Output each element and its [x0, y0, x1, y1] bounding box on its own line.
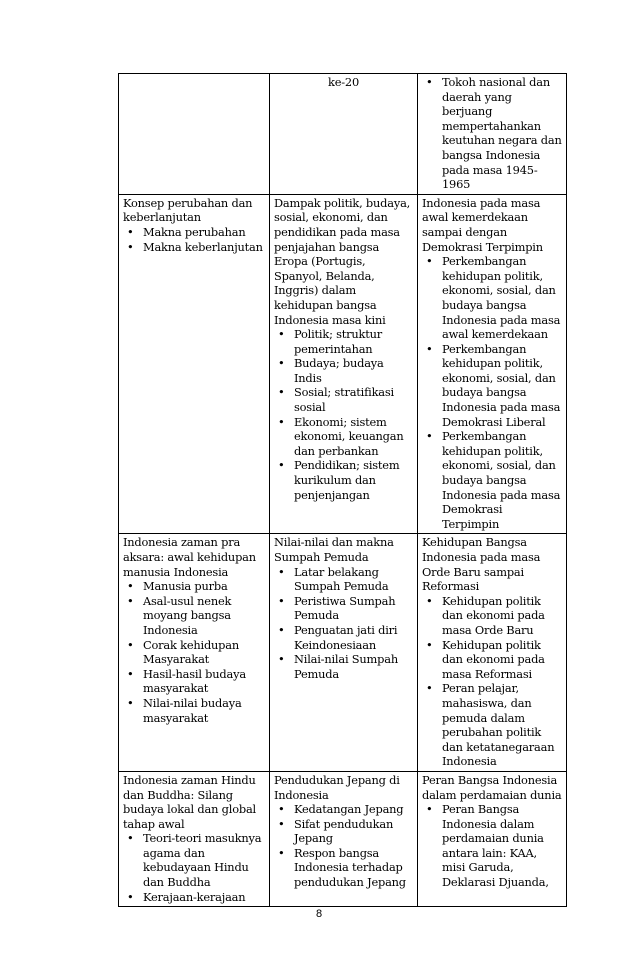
list-item: [274, 385, 413, 414]
bullet-icon: •: [278, 845, 285, 860]
list-item-text: Pendidikan; sistem kurikulum dan penjenjangan: [294, 458, 400, 502]
list-item: [274, 415, 413, 459]
list-item: [123, 579, 265, 594]
bullet-icon: •: [426, 593, 433, 608]
bullet-icon: •: [426, 254, 433, 269]
list-item: [274, 623, 413, 652]
cell-heading: Pendudukan Jepang di Indonesia: [274, 772, 400, 802]
table-cell: [418, 194, 567, 534]
list-item: [123, 240, 265, 255]
bullet-icon: •: [278, 652, 285, 667]
bullet-icon: •: [278, 356, 285, 371]
bullet-list: [422, 802, 562, 890]
bullet-list: [123, 831, 265, 904]
list-item: [422, 75, 562, 192]
cell-heading: Indonesia zaman Hindu dan Buddha: Silang budaya lokal dan global tahap awal: [123, 772, 256, 831]
list-item-text: Tokoh nasional dan daerah yang berjuang mempertahankan keutuhan negara dan bangsa Indonesia pada masa 1945-1965: [442, 75, 562, 192]
bullet-list: [422, 75, 562, 192]
bullet-icon: •: [426, 637, 433, 652]
list-item-text: Asal-usul nenek moyang bangsa Indonesia: [143, 593, 232, 637]
table-row: [119, 771, 567, 906]
bullet-list: [274, 565, 413, 682]
list-item: [123, 667, 265, 696]
list-item-text: Penguatan jati diri Keindonesiaan: [294, 622, 398, 652]
bullet-icon: •: [278, 802, 285, 817]
list-item: [422, 681, 562, 769]
list-item-text: Kehidupan politik dan ekonomi pada masa Orde Baru: [442, 593, 545, 637]
bullet-icon: •: [127, 666, 134, 681]
table-cell: [119, 194, 270, 534]
table-body: [119, 74, 567, 907]
bullet-icon: •: [278, 414, 285, 429]
bullet-icon: •: [278, 816, 285, 831]
bullet-icon: •: [426, 681, 433, 696]
table-cell: [270, 534, 418, 772]
table-cell: [119, 534, 270, 772]
table-row: [119, 74, 567, 195]
list-item-text: Ekonomi; sistem ekonomi, keuangan dan perbankan: [294, 414, 404, 458]
list-item: [123, 831, 265, 889]
list-item-text: Kehidupan politik dan ekonomi pada masa Reformasi: [442, 637, 545, 681]
bullet-icon: •: [426, 75, 433, 89]
list-item: [422, 429, 562, 531]
list-item: [123, 638, 265, 667]
list-item-text: Perkembangan kehidupan politik, ekonomi, sosial, dan budaya bangsa Indonesia pada masa awal kemerdekaan: [442, 254, 561, 342]
bullet-icon: •: [426, 429, 433, 444]
cell-heading: Nilai-nilai dan makna Sumpah Pemuda: [274, 535, 394, 564]
table-cell: [270, 771, 418, 906]
list-item-text: Makna keberlanjutan: [143, 239, 263, 254]
cell-heading: Konsep perubahan dan keberlanjutan: [123, 195, 253, 225]
bullet-icon: •: [127, 224, 134, 239]
bullet-icon: •: [278, 564, 285, 579]
list-item-text: Nilai-nilai budaya masyarakat: [143, 695, 242, 725]
list-item: [274, 458, 413, 502]
bullet-list: [422, 254, 562, 531]
bullet-icon: •: [127, 239, 134, 254]
bullet-icon: •: [426, 802, 433, 817]
list-item: [422, 342, 562, 430]
list-item: [422, 802, 562, 890]
bullet-list: [274, 327, 413, 502]
table-row: [119, 194, 567, 534]
bullet-icon: •: [127, 695, 134, 710]
bullet-icon: •: [127, 637, 134, 652]
bullet-list: [123, 225, 265, 254]
cell-heading: ke-20: [328, 75, 359, 89]
curriculum-table: [118, 73, 567, 907]
bullet-icon: •: [278, 593, 285, 608]
bullet-icon: •: [127, 579, 134, 594]
list-item-text: Manusia purba: [143, 579, 228, 594]
list-item-text: Latar belakang Sumpah Pemuda: [294, 564, 389, 594]
cell-heading: Dampak politik, budaya, sosial, ekonomi, dan pendidikan pada masa penjajahan bangsa Eropa (Portugis, Spanyol, Belanda, Inggris) dalam kehidupan bangsa Indonesia masa kini: [274, 195, 411, 327]
table-row: [119, 534, 567, 772]
bullet-list: [123, 579, 265, 725]
list-item: [274, 846, 413, 890]
bullet-icon: •: [278, 327, 285, 342]
list-item: [123, 890, 265, 905]
list-item: [422, 638, 562, 682]
list-item: [123, 594, 265, 638]
cell-heading: Peran Bangsa Indonesia dalam perdamaian dunia: [422, 772, 562, 802]
table-cell: [270, 74, 418, 195]
list-item-text: Perkembangan kehidupan politik, ekonomi, sosial, dan budaya bangsa Indonesia pada masa Demokrasi Terpimpin: [442, 429, 561, 531]
bullet-icon: •: [278, 458, 285, 473]
list-item: [274, 565, 413, 594]
list-item-text: Kedatangan Jepang: [294, 802, 404, 817]
list-item-text: Peran Bangsa Indonesia dalam perdamaian dunia antara lain: KAA, misi Garuda, Deklarasi Djuanda,: [442, 802, 549, 890]
list-item-text: Respon bangsa Indonesia terhadap pendudukan Jepang: [294, 845, 406, 890]
list-item-text: Nilai-nilai Sumpah Pemuda: [294, 652, 398, 681]
table-cell: [119, 74, 270, 195]
cell-heading: Kehidupan Bangsa Indonesia pada masa Orde Baru sampai Reformasi: [422, 535, 541, 594]
list-item: [422, 254, 562, 342]
list-item: [123, 696, 265, 725]
list-item-text: Sosial; stratifikasi sosial: [294, 385, 394, 415]
list-item: [274, 652, 413, 681]
list-item-text: Perkembangan kehidupan politik, ekonomi, sosial, dan budaya bangsa Indonesia pada masa Demokrasi Liberal: [442, 341, 561, 429]
table-cell: [119, 771, 270, 906]
list-item-text: Peristiwa Sumpah Pemuda: [294, 593, 396, 623]
bullet-icon: •: [278, 622, 285, 637]
list-item-text: Corak kehidupan Masyarakat: [143, 637, 240, 667]
list-item-text: Budaya; budaya Indis: [294, 356, 384, 385]
bullet-icon: •: [278, 385, 285, 400]
table-cell: [270, 194, 418, 534]
list-item: [274, 817, 413, 846]
bullet-list: [422, 594, 562, 769]
list-item: [274, 356, 413, 385]
table-cell: [418, 534, 567, 772]
list-item-text: Hasil-hasil budaya masyarakat: [143, 666, 246, 696]
bullet-list: [274, 802, 413, 890]
bullet-icon: •: [127, 889, 134, 904]
list-item: [274, 802, 413, 817]
table-cell: [418, 74, 567, 195]
table-cell: [418, 771, 567, 906]
cell-heading: Indonesia pada masa awal kemerdekaan sampai dengan Demokrasi Terpimpin: [422, 195, 543, 254]
list-item-text: Makna perubahan: [143, 224, 246, 239]
cell-heading: Indonesia zaman pra aksara: awal kehidupan manusia Indonesia: [123, 535, 256, 579]
page-number: 8: [315, 908, 323, 920]
bullet-icon: •: [426, 341, 433, 356]
list-item: [274, 327, 413, 356]
bullet-icon: •: [127, 593, 134, 608]
list-item-text: Sifat pendudukan Jepang: [294, 816, 394, 846]
list-item: [274, 594, 413, 623]
list-item: [123, 225, 265, 240]
list-item-text: Peran pelajar, mahasiswa, dan pemuda dalam perubahan politik dan ketatanegaraan Indonesia: [442, 681, 555, 769]
list-item-text: Teori-teori masuknya agama dan kebudayaan Hindu dan Buddha: [143, 831, 262, 890]
list-item-text: Kerajaan-kerajaan: [143, 889, 246, 904]
bullet-icon: •: [127, 831, 134, 846]
list-item-text: Politik; struktur pemerintahan: [294, 327, 382, 356]
list-item: [422, 594, 562, 638]
